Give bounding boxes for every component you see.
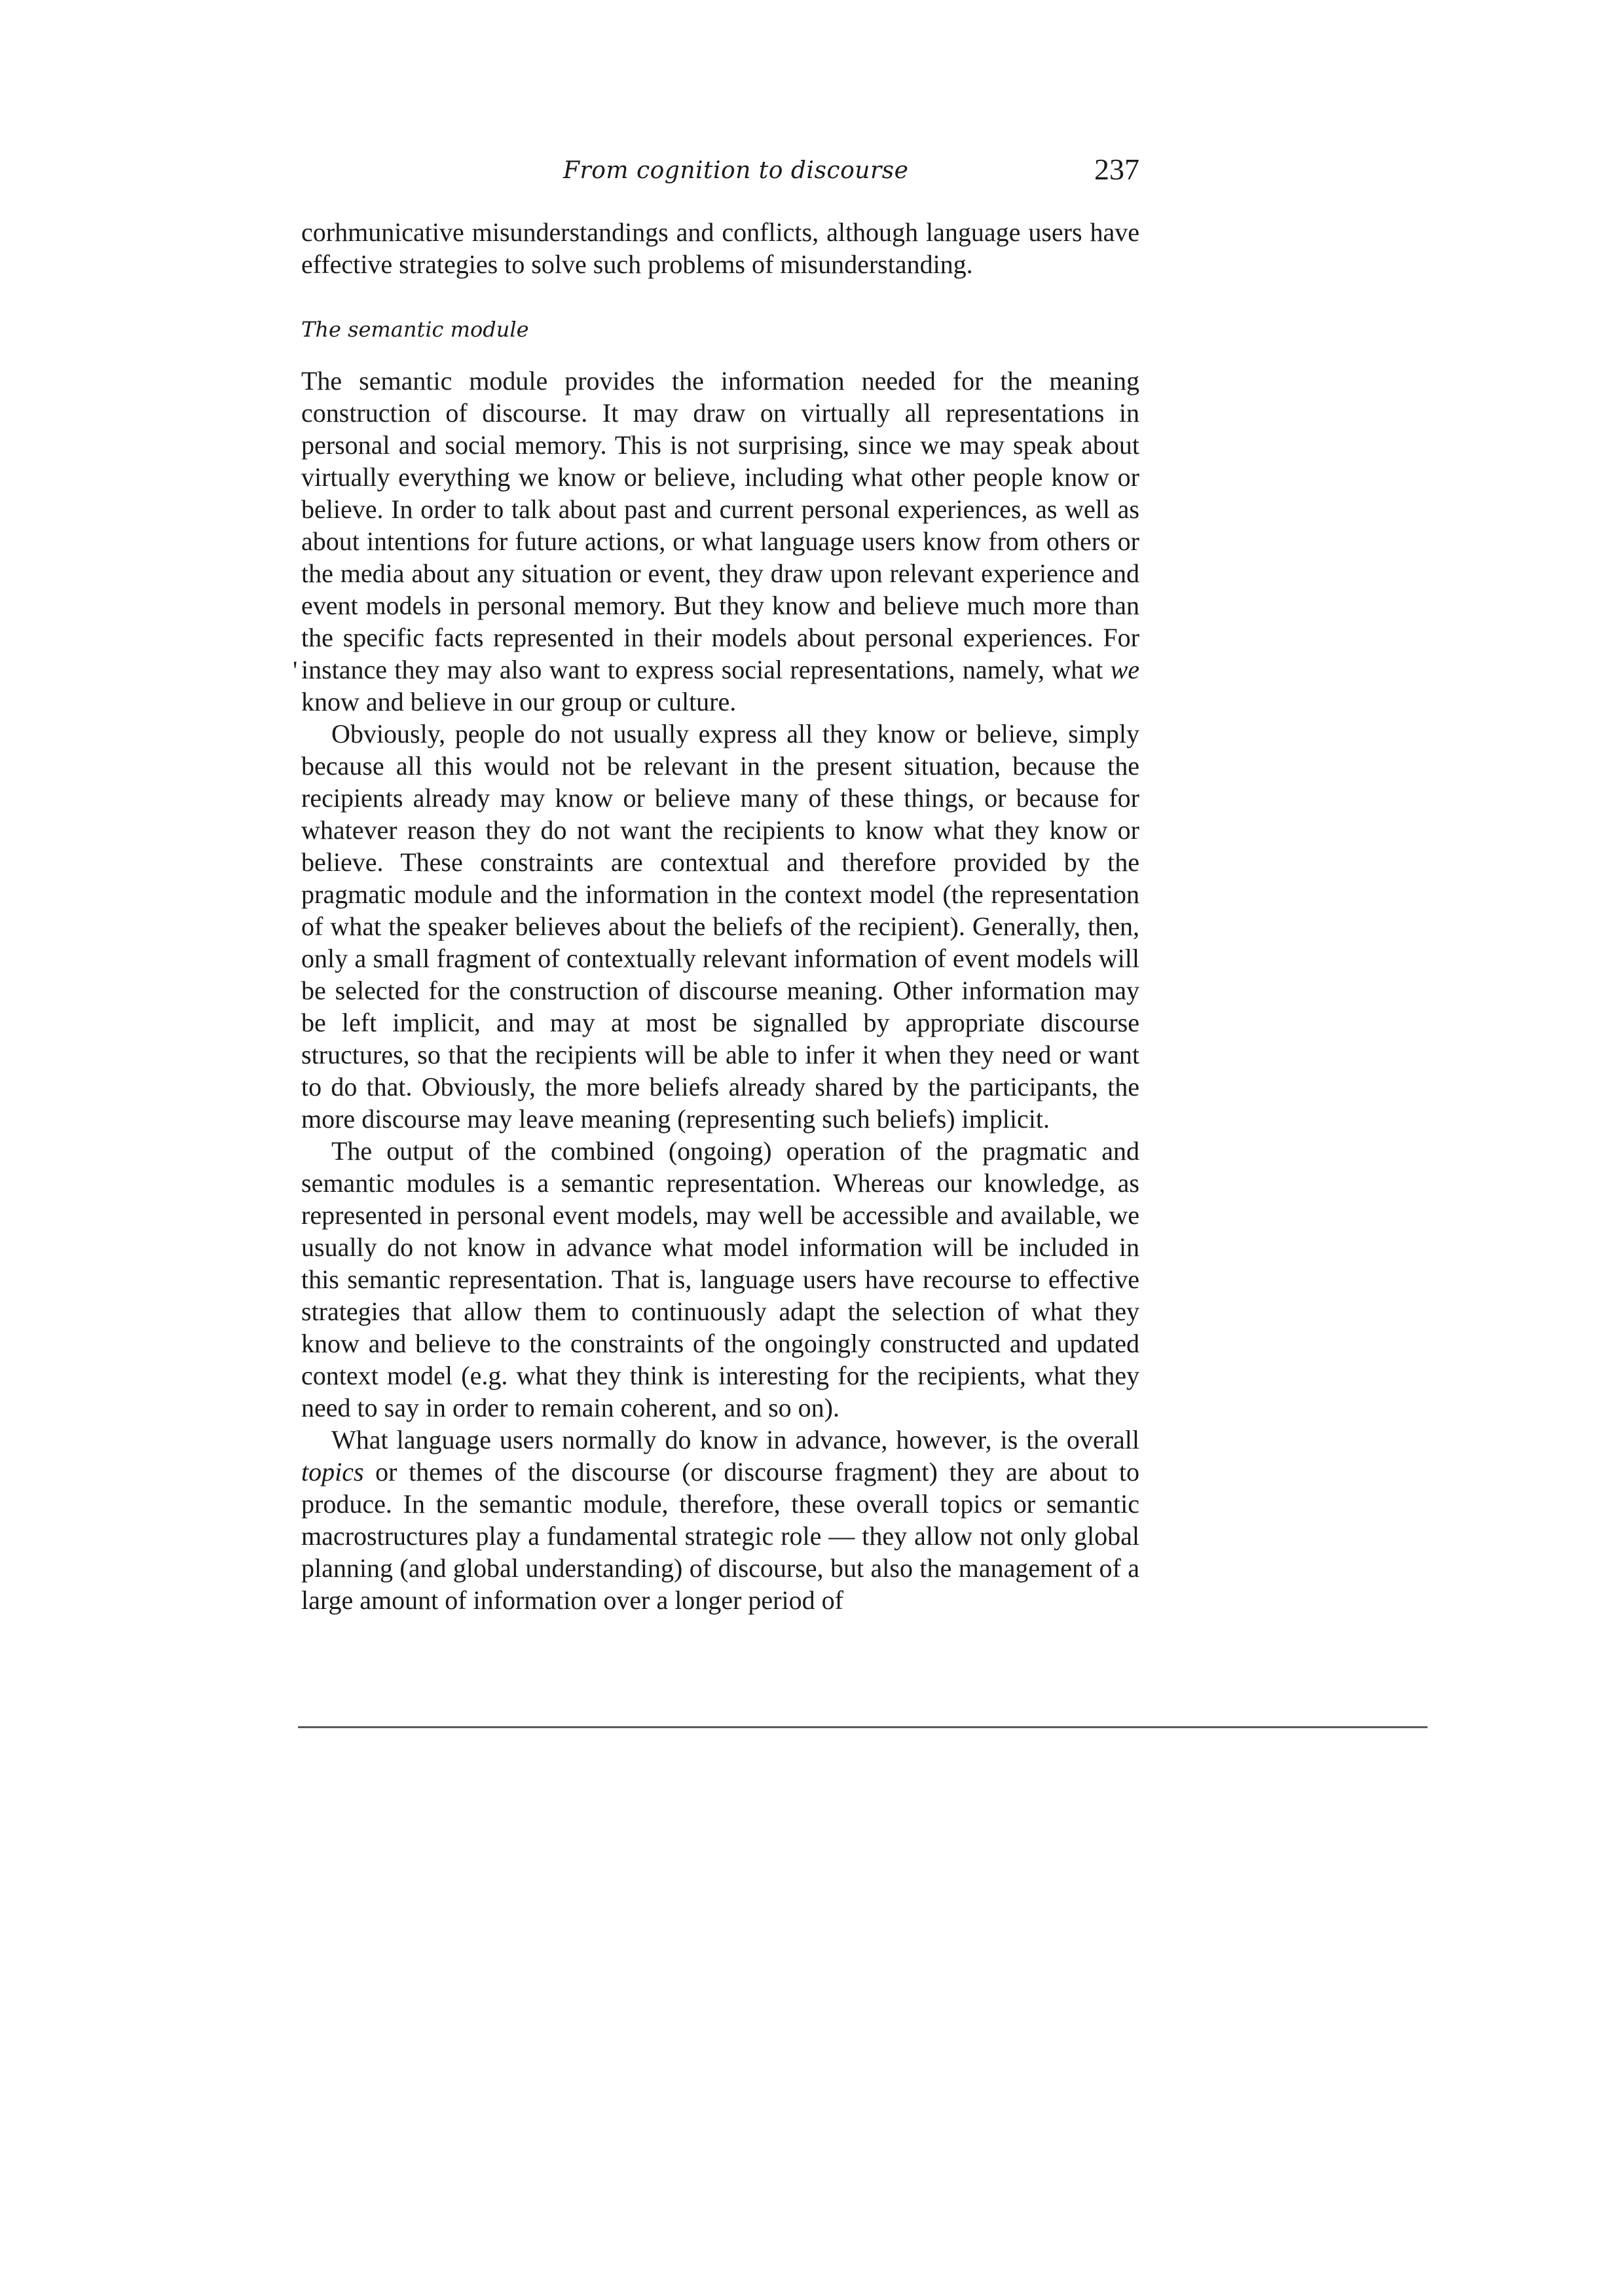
body-text: [301, 216, 1139, 1616]
paragraph-3: The output of the combined (ongoing) operation of the pragmatic and semantic modules is a semantic representation. Whereas our knowledge, as represented in personal event models, may well be accessible and available, we usually do not know in advance what model information will be included in this semantic representation. That is, language users have recourse to effective strategies that allow them to continuously adapt the selection of what they know and believe to the constraints of the ongoingly constructed and updated context model (e.g. what they think is interesting for the recipients, what they need to say in order to remain coherent, and so on).: [301, 1136, 1139, 1422]
paragraph-4-emphasis: topics: [301, 1457, 364, 1487]
paragraph-4: [301, 1424, 1139, 1616]
stray-mark: ': [293, 656, 298, 685]
running-header: [301, 152, 1139, 198]
page-number: 237: [1094, 153, 1139, 186]
running-head-title: From cognition to discourse: [563, 157, 909, 184]
bottom-rule: [298, 1726, 1428, 1728]
paragraph-1-text-end: know and believe in our group or culture.: [301, 687, 737, 716]
paragraph-2: Obviously, people do not usually express all they know or believe, simply because all this would not be relevant in the present situation, because the recipients already may know or believe many of these things, or because for whatever reason they do not want the recipients to know what they know or believe. These constraints are contextual and therefore provided by the pragmatic module and the information in the context model (the representation of what the speaker believes about the beliefs of the recipient). Generally, then, only a small fragment of contextually relevant information of event models will be selected for the construction of discourse meaning. Other information may be left implicit, and may at most be signalled by appropriate discourse structures, so that the recipients will be able to infer it when they need or want to do that. Obviously, the more beliefs already shared by the participants, the more discourse may leave meaning (representing such beliefs) implicit.: [301, 719, 1139, 1134]
paragraph-4-text: What language users normally do know in advance, however, is the overall: [331, 1425, 1139, 1454]
opening-paragraph: corhmunicative misunderstandings and conflicts, although language users have effective strategies to solve such problems of misunderstanding.: [301, 217, 1139, 279]
paragraph-1: [301, 365, 1139, 718]
paragraph-4-text-end: or themes of the discourse (or discourse fragment) they are about to produce. In the semantic module, therefore, these overall topics or semantic macrostructures play a fundamental strategic role — they allow not only global planning (and global understanding) of discourse, but also the management of a large amount of information over a longer period of: [301, 1457, 1139, 1615]
paragraph-1-text: The semantic module provides the information needed for the meaning construction of discourse. It may draw on virtually all representations in personal and social memory. This is not surprising, since we may speak about virtually everything we know or believe, including what other people know or believe. In order to talk about past and current personal experiences, as well as about intentions for future actions, or what language users know from others or the media about any situation or event, they draw upon relevant experience and event models in personal memory. But they know and believe much more than the specific facts represented in their models about personal experiences. For instance they may also want to express social representations, namely, what: [301, 366, 1139, 684]
paragraph-1-emphasis: we: [1110, 655, 1139, 684]
section-heading: The semantic module: [301, 317, 529, 342]
